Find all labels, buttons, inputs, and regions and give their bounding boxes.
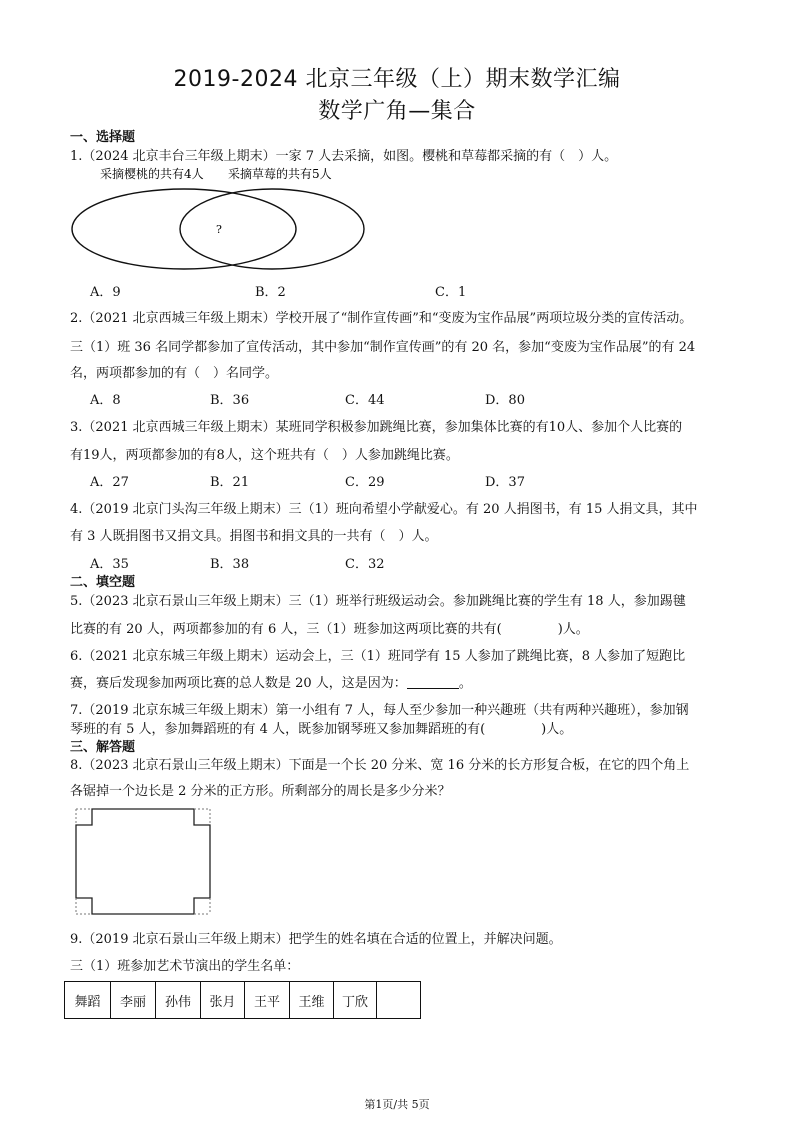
options-q2 bbox=[90, 389, 525, 408]
question-6-line-2 bbox=[70, 672, 730, 691]
answer-blank-q6[interactable] bbox=[407, 676, 459, 689]
option-b[interactable]: B．36 bbox=[210, 393, 250, 408]
venn-diagram bbox=[66, 163, 376, 273]
question-4-line-2: 有 3 人既捐图书又捐文具。捐图书和捐文具的一共有（ ）人。 bbox=[70, 529, 438, 544]
venn-circle-strawberries bbox=[180, 189, 364, 269]
options-q1 bbox=[90, 281, 466, 300]
question-5-tail: )人。 bbox=[557, 622, 589, 637]
cut-board-outline bbox=[76, 809, 210, 914]
option-b[interactable]: B．2 bbox=[255, 285, 286, 300]
question-5-line-2 bbox=[70, 618, 730, 637]
question-3-line-1: 3.（2021 北京西城三年级上期末）某班同学积极参加跳绳比赛，参加集体比赛的有10人、参加个人比赛的 bbox=[70, 420, 683, 435]
name-list-table bbox=[64, 981, 421, 1019]
question-8-line-1: 8.（2023 北京石景山三年级上期末）下面是一个长 20 分米、宽 16 分米的长方形复合板，在它的四个角上 bbox=[70, 758, 690, 773]
question-9: 9.（2019 北京石景山三年级上期末）把学生的姓名填在合适的位置上，并解决问题。 bbox=[70, 932, 562, 947]
question-6-tail: 。 bbox=[458, 676, 472, 691]
options-q4 bbox=[90, 553, 385, 572]
question-5-line-1: 5.（2023 北京石景山三年级上期末）三（1）班举行班级运动会。参加跳绳比赛的学生有 18 人，参加踢毽 bbox=[70, 594, 686, 609]
table-cell: 孙伟 bbox=[156, 982, 201, 1019]
question-7-text: 琴班的有 5 人，参加舞蹈班的有 4 人，既参加钢琴班又参加舞蹈班的有( bbox=[70, 722, 486, 737]
board-figure bbox=[72, 801, 222, 923]
page-footer: 第1页/共 5页 bbox=[364, 1098, 430, 1111]
option-d[interactable]: D．37 bbox=[485, 475, 525, 490]
question-7-line-2 bbox=[70, 718, 730, 737]
table-cell: 丁欣 bbox=[334, 982, 377, 1019]
table-cell[interactable] bbox=[377, 982, 421, 1019]
option-c[interactable]: C．1 bbox=[435, 285, 467, 300]
table-cell: 王维 bbox=[290, 982, 334, 1019]
option-c[interactable]: C．32 bbox=[345, 557, 385, 572]
table-cell: 李丽 bbox=[111, 982, 156, 1019]
option-b[interactable]: B．38 bbox=[210, 557, 250, 572]
name-list-title: 三（1）班参加艺术节演出的学生名单： bbox=[70, 959, 300, 974]
options-q3 bbox=[90, 471, 525, 490]
venn-label-right: 采摘草莓的共有5人 bbox=[228, 167, 332, 181]
question-2-line-2: 三（1）班 36 名同学都参加了宣传活动，其中参加“制作宣传画”的有 20 名，参加“变废为宝作品展”的有 24 bbox=[70, 340, 696, 355]
question-4-line-1: 4.（2019 北京门头沟三年级上期末）三（1）班向希望小学献爱心。有 20 人捐图书，有 15 人捐文具，其中 bbox=[70, 502, 698, 517]
table-row bbox=[65, 982, 421, 1019]
question-7-tail: )人。 bbox=[541, 722, 573, 737]
option-c[interactable]: C．44 bbox=[345, 393, 385, 408]
table-cell: 舞蹈 bbox=[65, 982, 111, 1019]
option-d[interactable]: D．80 bbox=[485, 393, 525, 408]
table-cell: 王平 bbox=[245, 982, 290, 1019]
section-choice: 一、选择题 bbox=[70, 130, 136, 145]
question-6-text: 赛，赛后发现参加两项比赛的总人数是 20 人，这是因为： bbox=[70, 676, 407, 691]
venn-center-mark: ? bbox=[216, 223, 222, 236]
venn-label-left: 采摘樱桃的共有4人 bbox=[100, 167, 204, 181]
option-c[interactable]: C．29 bbox=[345, 475, 385, 490]
table-cell: 张月 bbox=[201, 982, 245, 1019]
option-a[interactable]: A．35 bbox=[90, 557, 129, 572]
corner-cuts-dashed bbox=[76, 809, 210, 914]
question-7-line-1: 7.（2019 北京东城三年级上期末）第一小组有 7 人，每人至少参加一种兴趣班（共有两种兴趣班），参加钢 bbox=[70, 703, 689, 718]
question-2-line-3: 名，两项都参加的有（ ）名同学。 bbox=[70, 366, 279, 381]
venn-circle-cherries bbox=[72, 189, 296, 269]
question-1: 1.（2024 北京丰台三年级上期末）一家 7 人去采摘，如图。樱桃和草莓都采摘的有（ ）人。 bbox=[70, 149, 618, 164]
title-line-2: 数学广角—集合 bbox=[318, 99, 476, 124]
question-8-line-2: 各锯掉一个边长是 2 分米的正方形。所剩部分的周长是多少分米？ bbox=[70, 784, 451, 799]
question-6-line-1: 6.（2021 北京东城三年级上期末）运动会上，三（1）班同学有 15 人参加了跳绳比赛，8 人参加了短跑比 bbox=[70, 649, 686, 664]
section-fill: 二、填空题 bbox=[70, 575, 136, 590]
option-a[interactable]: A．8 bbox=[90, 393, 121, 408]
section-solve: 三、解答题 bbox=[70, 740, 136, 755]
question-5-text: 比赛的有 20 人，两项都参加的有 6 人，三（1）班参加这两项比赛的共有( bbox=[70, 622, 502, 637]
option-a[interactable]: A．9 bbox=[90, 285, 121, 300]
option-a[interactable]: A．27 bbox=[90, 475, 129, 490]
question-3-line-2: 有19人，两项都参加的有8人，这个班共有（ ）人参加跳绳比赛。 bbox=[70, 448, 459, 463]
option-b[interactable]: B．21 bbox=[210, 475, 250, 490]
title-line-1: 2019-2024 北京三年级（上）期末数学汇编 bbox=[173, 67, 621, 92]
question-2-line-1: 2.（2021 北京西城三年级上期末）学校开展了“制作宣传画”和“变废为宝作品展”两项垃圾分类的宣传活动。 bbox=[70, 311, 693, 326]
